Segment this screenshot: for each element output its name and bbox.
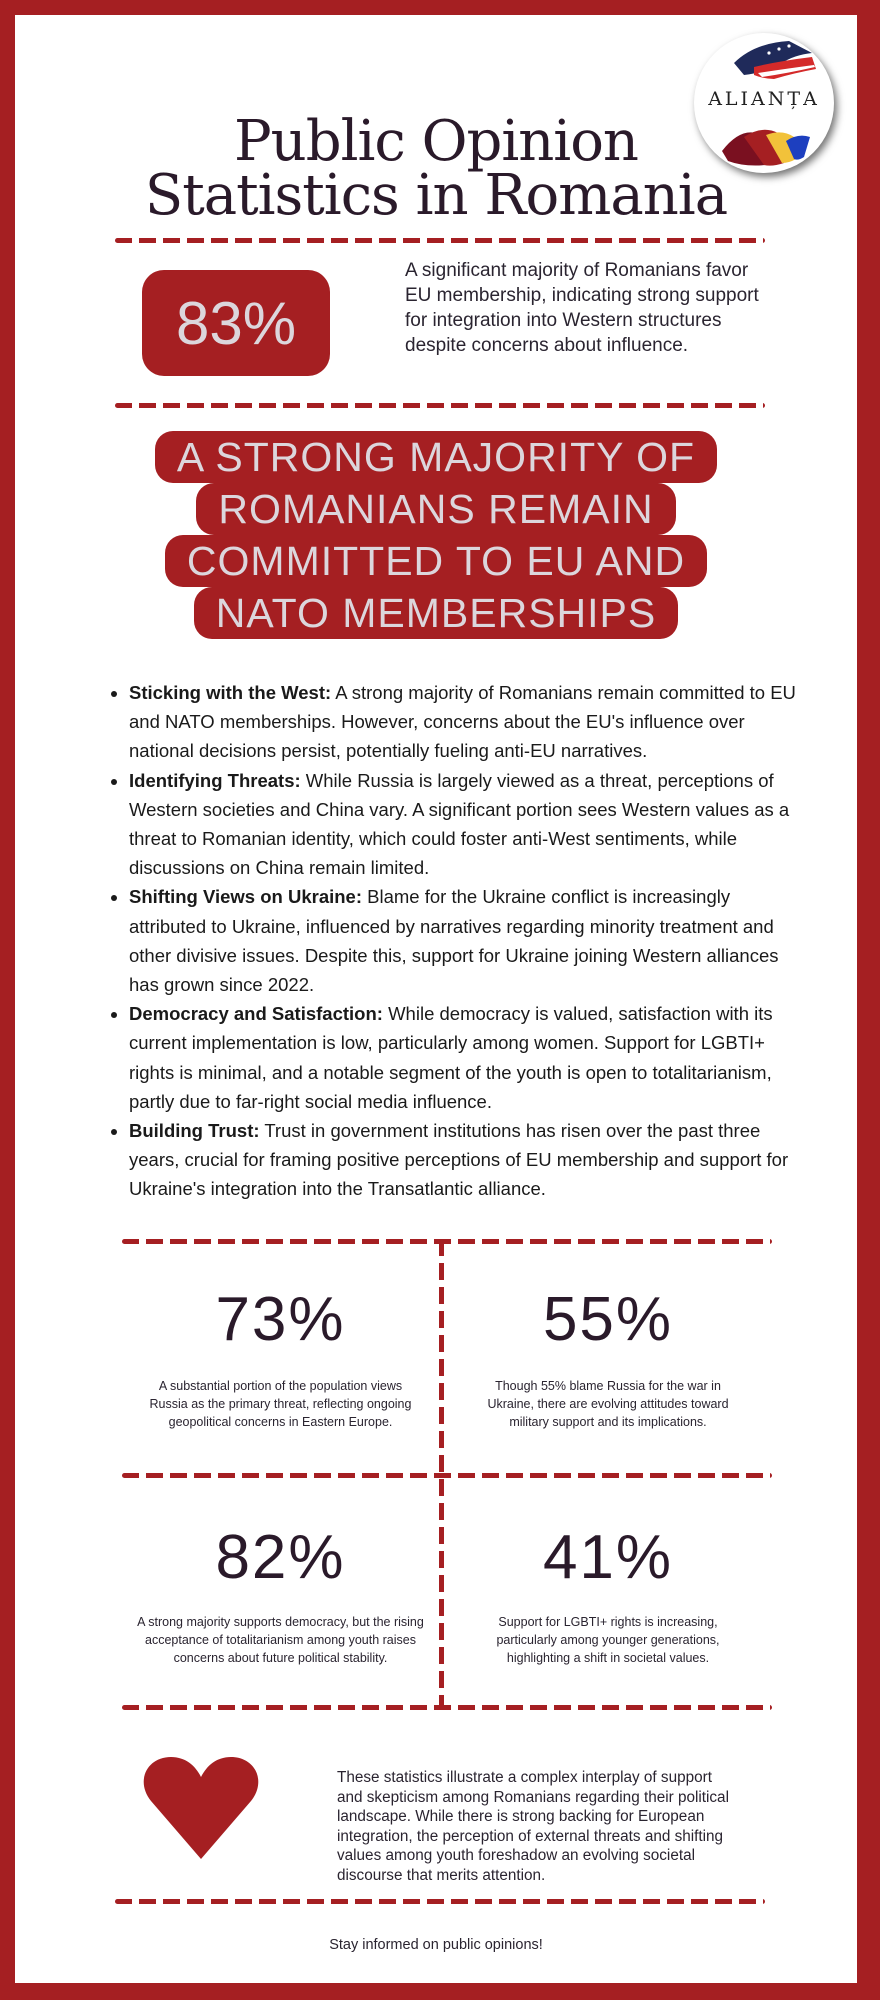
stat-description: Though 55% blame Russia for the war in Ukraine, there are evolving attitudes toward military support and its implications.	[487, 1379, 729, 1429]
grid-divider-top	[122, 1239, 772, 1244]
list-item	[129, 1116, 809, 1204]
divider	[115, 403, 765, 408]
bullet-heading: Identifying Threats:	[129, 769, 301, 791]
stat-value: 41%	[542, 1523, 674, 1592]
grid-divider-middle	[122, 1473, 772, 1478]
stat-value: 73%	[215, 1285, 346, 1354]
stat-value: 82%	[215, 1523, 346, 1592]
banner-line: ROMANIANS REMAIN	[196, 483, 675, 535]
closing-paragraph: These statistics illustrate a complex interplay of support and skepticism among Romanians regarding their political landscape. While there is strong backing for European integration, the perception of external threats and shifting values among youth foreshadow an evolving societal discourse that merits attention.	[337, 1769, 729, 1884]
list-item	[129, 678, 809, 766]
heart-icon	[141, 1755, 261, 1863]
divider	[115, 1899, 765, 1904]
stat-description: A strong majority supports democracy, but the rising acceptance of totalitarianism among youth raises concerns about future political stability.	[137, 1615, 424, 1665]
stat-card	[444, 1523, 772, 1667]
banner-line: NATO MEMBERSHIPS	[194, 587, 679, 639]
divider	[115, 238, 765, 243]
bullet-text: Trust in government institutions has risen over the past three years, crucial for framing positive perceptions of EU membership and support for Ukraine's integration into the Transatlantic alliance.	[129, 1120, 789, 1200]
bullet-heading: Sticking with the West:	[129, 682, 332, 703]
stat-value: 55%	[542, 1285, 674, 1354]
bullet-text: A strong majority of Romanians remain committed to EU and NATO memberships. However, concerns about the EU's influence over national decisions persist, potentially fueling anti-EU narratives.	[129, 682, 796, 762]
stat-card	[444, 1285, 772, 1431]
list-item	[129, 766, 809, 883]
bullet-heading: Democracy and Satisfaction:	[129, 1003, 383, 1025]
bullet-text: While democracy is valued, satisfaction with its current implementation is low, particularly among women. Support for LGBTI+ rights is minimal, and a notable segment of the youth is open to totalitarianism, partly due to far-right social media influence.	[129, 1003, 773, 1112]
list-item	[129, 999, 809, 1116]
stat-description: A substantial portion of the population views Russia as the primary threat, reflecting ongoing geopolitical concerns in Eastern Europe.	[149, 1379, 412, 1429]
stat-description: Support for LGBTI+ rights is increasing, particularly among younger generations, highlighting a shift in societal values.	[496, 1615, 720, 1665]
bullet-text: Blame for the Ukraine conflict is increasingly attributed to Ukraine, influenced by narratives regarding minority treatment and other divisive issues. Despite this, support for Ukraine joining Western alliances has grown since 2022.	[129, 886, 779, 996]
logo-text: ALIANȚA	[708, 88, 820, 110]
infographic-page	[15, 15, 857, 1983]
bullet-heading: Shifting Views on Ukraine:	[129, 886, 363, 908]
stat-card	[122, 1285, 439, 1431]
grid-divider-bottom	[122, 1705, 772, 1710]
highlight-description: A significant majority of Romanians favor EU membership, indicating strong support for integration into Western structures despite concerns about influence.	[405, 260, 759, 356]
title-line-2: Statistics in Romania	[144, 163, 728, 228]
list-item	[129, 882, 809, 999]
bullet-heading: Building Trust:	[129, 1120, 260, 1142]
bullet-text: While Russia is largely viewed as a threat, perceptions of Western societies and China vary. A significant portion sees Western values as a threat to Romanian identity, which could foster anti-West sentiments, while discussions on China remain limited.	[129, 769, 790, 879]
highlight-stat-badge: 83%	[142, 270, 330, 376]
footer-text: Stay informed on public opinions!	[329, 1937, 543, 1953]
key-findings-list	[107, 678, 809, 1204]
title-line-1: Public Opinion	[233, 109, 638, 174]
headline-banner	[15, 431, 857, 639]
banner-line: COMMITTED TO EU AND	[165, 535, 707, 587]
stat-card	[122, 1523, 439, 1667]
page-title	[15, 109, 857, 228]
banner-line: A STRONG MAJORITY OF	[155, 431, 717, 483]
